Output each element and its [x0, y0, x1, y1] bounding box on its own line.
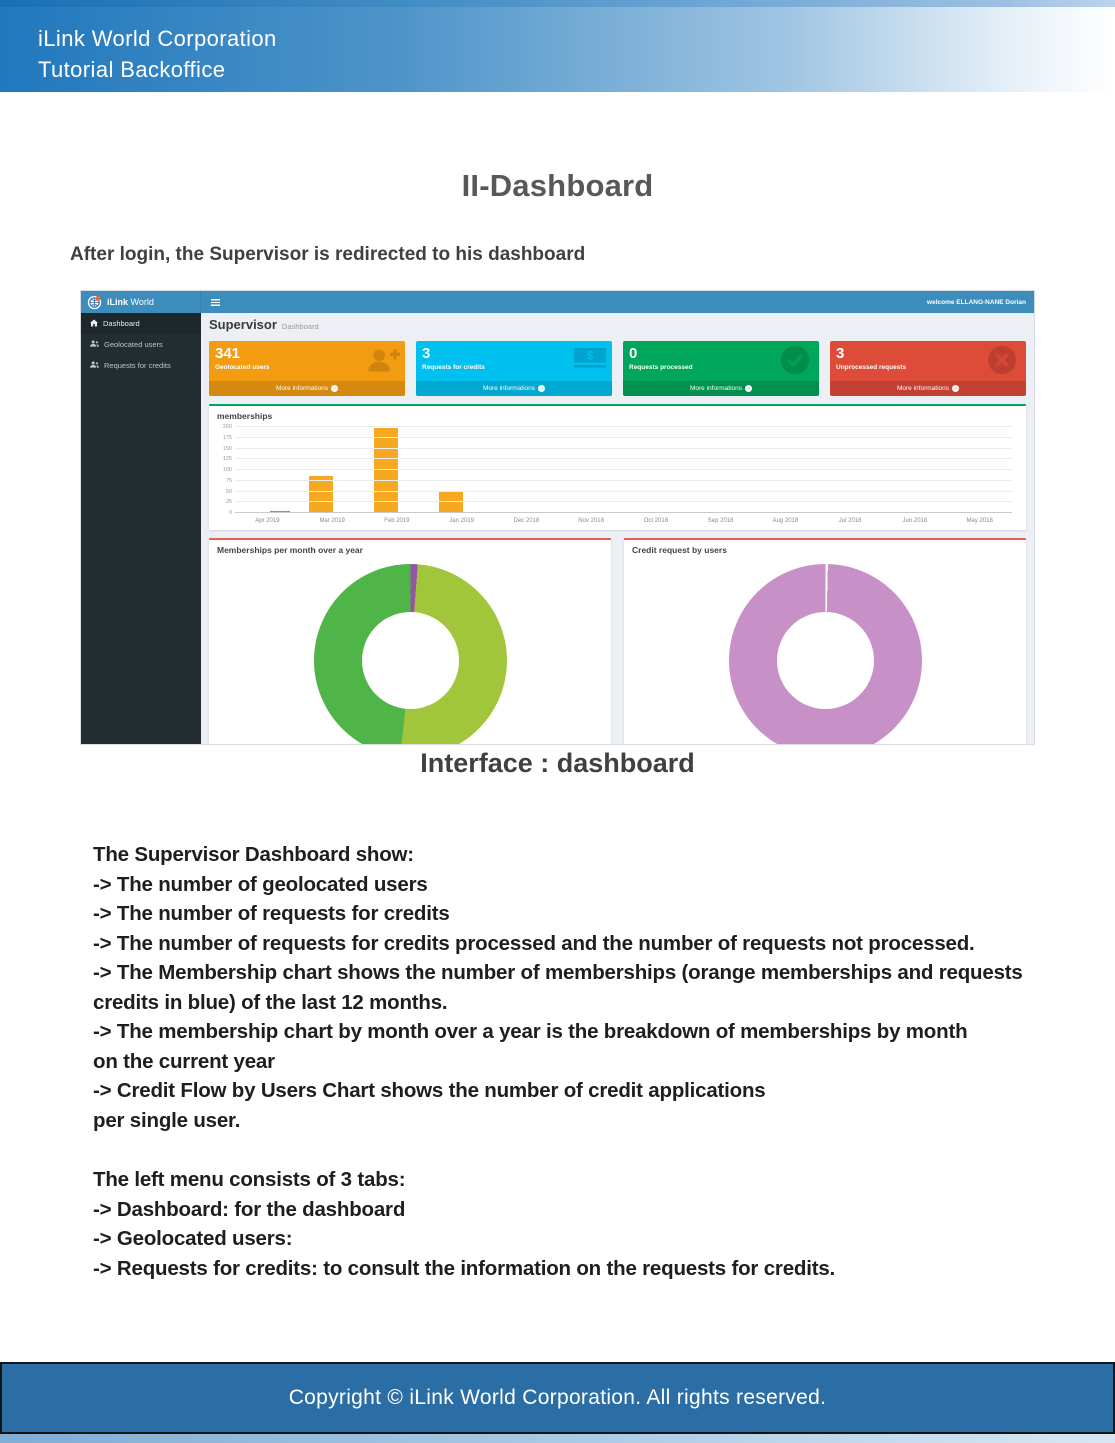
gridline — [235, 426, 1012, 427]
body-text-line: -> The number of requests for credits — [93, 902, 450, 925]
y-axis-tick-label: 125 — [222, 456, 232, 463]
more-informations-label: More informations — [689, 385, 743, 392]
body-text-line: on the current year — [93, 1049, 275, 1073]
memberships-chart-title: memberships — [217, 411, 273, 421]
membership-bar — [439, 492, 463, 513]
x-axis-tick-label: Jan 2019 — [449, 518, 474, 524]
body-text — [93, 840, 1058, 1313]
user-plus-icon — [366, 345, 400, 375]
sidebar — [81, 313, 201, 744]
bar-group-mar-2019 — [300, 427, 365, 513]
document-subtitle: Tutorial Backoffice — [38, 57, 226, 82]
dashboard-navbar — [81, 291, 1034, 313]
y-axis-tick-label: 200 — [222, 424, 232, 430]
bar-groups — [235, 427, 1012, 513]
stat-card-value: 3 — [422, 345, 431, 362]
stat-card-unprocessed-requests — [830, 341, 1026, 396]
donut1-title: Memberships per month over a year — [217, 545, 363, 555]
bar-group-sep-2018 — [688, 427, 753, 513]
gridline — [235, 448, 1012, 449]
x-axis-tick-label: Sep 2018 — [707, 518, 734, 524]
arrow-circle-right-icon: → — [538, 385, 545, 391]
x-axis-labels — [235, 515, 1012, 527]
gridline — [235, 491, 1012, 492]
sidebar-item-label: Geolocated users — [104, 340, 163, 349]
svg-text:$: $ — [586, 350, 594, 363]
more-informations-link[interactable] — [830, 381, 1026, 396]
bar-group-jun-2018 — [883, 427, 948, 513]
body-paragraph — [93, 1165, 1058, 1283]
y-axis-tick-label: 25 — [225, 499, 232, 506]
y-axis-tick-label: 75 — [225, 477, 232, 484]
body-text-line: The left menu consists of 3 tabs: — [93, 1168, 406, 1191]
body-text-line: credits in blue) of the last 12 months. — [93, 990, 448, 1014]
body-paragraph — [93, 840, 1058, 1135]
gridline — [235, 501, 1012, 502]
donut-panels-row — [209, 538, 1026, 745]
membership-bar — [374, 428, 398, 513]
memberships-donut-chart — [314, 564, 507, 745]
stat-card-label: Requests for credits — [422, 364, 485, 371]
sidebar-item-dashboard[interactable] — [81, 313, 201, 334]
users-icon — [90, 361, 99, 370]
x-axis-tick-label: Jun 2018 — [902, 518, 928, 524]
content-breadcrumb: Dashboard — [281, 322, 319, 331]
bar-group-aug-2018 — [753, 427, 818, 513]
sidebar-toggle-button[interactable] — [201, 291, 229, 313]
bar-group-apr-2019 — [235, 427, 300, 513]
donut2-hole — [777, 612, 874, 709]
chart-plot-area — [222, 424, 1012, 516]
users-icon — [90, 340, 99, 349]
x-axis-tick-label: May 2018 — [966, 518, 993, 524]
bar-group-oct-2018 — [624, 427, 689, 513]
credit-request-donut-chart — [729, 564, 922, 745]
body-text-line: -> Geolocated users: — [93, 1227, 293, 1250]
memberships-bar-chart — [222, 423, 1018, 527]
more-informations-link[interactable] — [416, 381, 612, 396]
bar-group-may-2018 — [947, 427, 1012, 513]
stat-card-label: Geolocated users — [215, 364, 270, 371]
memberships-per-month-panel — [209, 538, 611, 745]
document-footer: Copyright © iLink World Corporation. All rights reserved. — [0, 1362, 1115, 1434]
stat-cards-row — [209, 341, 1026, 396]
stat-card-geolocated-users — [209, 341, 405, 396]
gridline — [235, 512, 1012, 513]
top-accent-strip — [0, 0, 1115, 7]
stat-card-body — [416, 341, 612, 381]
close-circle-icon — [987, 345, 1021, 375]
gridline — [235, 480, 1012, 481]
memberships-panel — [209, 404, 1026, 530]
x-axis-tick-label: Dec 2018 — [513, 518, 540, 524]
y-axis-tick-label: 0 — [228, 510, 232, 516]
content-title: Supervisor — [209, 317, 277, 332]
brand-name-rest: World — [128, 297, 154, 307]
brand-logo[interactable] — [81, 291, 201, 313]
arrow-circle-right-icon: → — [952, 385, 959, 391]
ilink-globe-icon — [87, 295, 102, 310]
bar-group-jan-2019 — [429, 427, 494, 513]
x-axis-tick-label: Feb 2019 — [384, 518, 410, 524]
y-axis-tick-label: 175 — [222, 434, 232, 441]
home-icon — [90, 319, 98, 329]
user-welcome[interactable]: welcome ELLANG-NANE Dorian — [927, 298, 1026, 306]
credit-request-panel — [624, 538, 1026, 745]
stat-card-label: Requests processed — [629, 364, 693, 371]
body-text-line: -> Requests for credits: to consult the information on the requests for credits. — [93, 1256, 836, 1280]
x-axis-tick-label: Jul 2018 — [838, 518, 862, 524]
donut2-title: Credit request by users — [632, 545, 727, 555]
bar-group-feb-2019 — [365, 427, 430, 513]
x-axis-tick-label: Nov 2018 — [578, 518, 604, 524]
stat-card-value: 3 — [836, 345, 845, 362]
arrow-circle-right-icon: → — [331, 385, 338, 391]
body-text-line: -> The Membership chart shows the number of memberships (orange memberships and requests — [93, 961, 1023, 984]
brand-name — [107, 297, 154, 307]
x-axis-tick-label: Apr 2019 — [255, 518, 280, 524]
gridline — [235, 437, 1012, 438]
more-informations-link[interactable] — [623, 381, 819, 396]
membership-bar — [309, 476, 333, 513]
stat-card-requests-for-credits — [416, 341, 612, 396]
x-axis-tick-label: Aug 2018 — [772, 518, 799, 524]
gridline — [235, 458, 1012, 459]
y-axis-tick-label: 150 — [222, 445, 232, 452]
gridline — [235, 469, 1012, 470]
sidebar-item-requests-for-credits[interactable] — [81, 355, 201, 376]
screenshot-caption: Interface : dashboard — [420, 748, 695, 778]
x-axis-tick-label: Mar 2019 — [319, 518, 345, 524]
stat-card-value: 0 — [629, 345, 638, 362]
bottom-accent-strip — [0, 1434, 1115, 1443]
bar-group-jul-2018 — [818, 427, 883, 513]
stat-card-label: Unprocessed requests — [836, 364, 907, 371]
body-text-line: The Supervisor Dashboard show: — [93, 843, 414, 866]
stat-card-body — [209, 341, 405, 381]
y-axis-tick-label: 100 — [222, 467, 232, 473]
hamburger-icon — [211, 299, 220, 306]
dashboard-screenshot — [80, 290, 1035, 745]
sidebar-item-geolocated-users[interactable] — [81, 334, 201, 355]
stat-card-body — [830, 341, 1026, 381]
dashboard-content — [201, 313, 1034, 744]
donut1-hole — [362, 612, 459, 709]
check-circle-icon — [780, 345, 814, 375]
intro-text: After login, the Supervisor is redirected to his dashboard — [70, 244, 586, 265]
company-name: iLink World Corporation — [38, 26, 277, 51]
body-text-line: -> The membership chart by month over a year is the breakdown of memberships by month — [93, 1020, 968, 1043]
page-title: II-Dashboard — [461, 168, 654, 203]
bar-group-dec-2018 — [494, 427, 559, 513]
body-text-line: -> The number of requests for credits processed and the number of requests not processed. — [93, 931, 975, 955]
body-text-line: per single user. — [93, 1108, 241, 1132]
sidebar-item-label: Requests for credits — [104, 361, 171, 370]
sidebar-item-label: Dashboard — [103, 319, 140, 328]
brand-name-bold: iLink — [107, 297, 129, 307]
body-text-line: -> Credit Flow by Users Chart shows the number of credit applications — [93, 1079, 766, 1102]
stat-card-requests-processed — [623, 341, 819, 396]
y-axis-tick-label: 50 — [225, 488, 232, 495]
body-text-line: -> Dashboard: for the dashboard — [93, 1197, 406, 1221]
body-text-line: -> The number of geolocated users — [93, 872, 428, 896]
stat-card-value: 341 — [215, 345, 241, 362]
bar-group-nov-2018 — [559, 427, 624, 513]
money-icon — [573, 345, 607, 375]
content-header — [209, 317, 1026, 337]
more-informations-link[interactable] — [209, 381, 405, 396]
arrow-circle-right-icon: → — [745, 385, 752, 391]
more-informations-label: More informations — [896, 385, 950, 392]
more-informations-label: More informations — [482, 385, 536, 392]
stat-card-body — [623, 341, 819, 381]
x-axis-tick-label: Oct 2018 — [643, 518, 669, 524]
more-informations-label: More informations — [275, 385, 329, 392]
document-header — [0, 7, 1115, 92]
